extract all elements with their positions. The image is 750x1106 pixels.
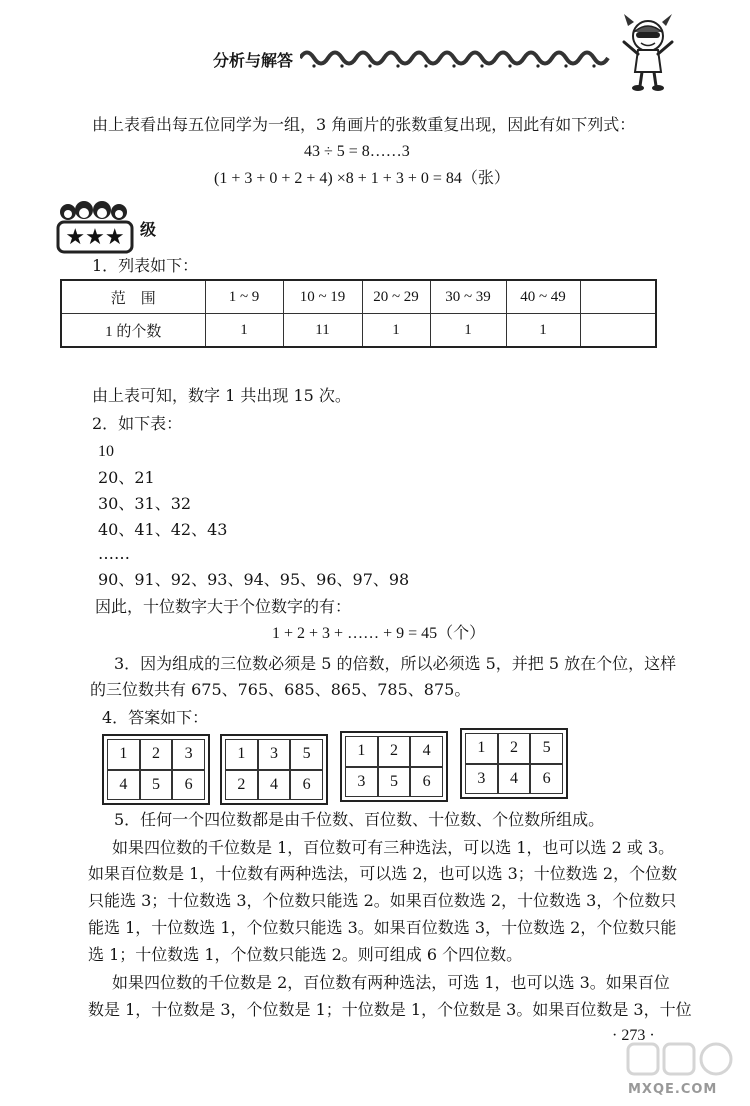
q5-line: 只能选 3；十位数选 3，个位数只能选 2。如果百位数选 2，十位数选 3，个位数只 <box>88 891 677 910</box>
watermark-text: MXQE.COM <box>628 1082 718 1097</box>
table-row <box>61 314 656 348</box>
q2-line: 90、91、92、93、94、95、96、97、98 <box>98 570 410 589</box>
grid-cell: 3 <box>258 739 291 770</box>
three-star-level-badge <box>56 200 136 254</box>
table-header-cell <box>580 280 656 314</box>
q5-line: 数是 1，十位数是 3，个位数是 1；十位数是 1，个位数是 3。如果百位数是 3，十位 <box>88 1000 692 1019</box>
grid-cell: 2 <box>498 733 531 764</box>
grid-cell: 5 <box>530 733 563 764</box>
grid-cell: 1 <box>465 733 498 764</box>
table-cell: 1 <box>506 314 580 348</box>
grid-cell: 6 <box>530 764 563 795</box>
formula-division: 43 ÷ 5 = 8……3 <box>304 143 410 160</box>
table-header-cell: 10 ~ 19 <box>283 280 362 314</box>
q1-heading: 1．列表如下： <box>92 256 199 275</box>
answer-grid-2 <box>220 734 328 805</box>
q5-line: 5．任何一个四位数都是由千位数、百位数、十位数、个位数所组成。 <box>114 810 605 829</box>
section-title: 分析与解答 <box>213 51 294 70</box>
level-label: 级 <box>140 220 157 239</box>
grid-cell: 4 <box>107 770 140 801</box>
table-header-cell: 1 ~ 9 <box>205 280 283 314</box>
q2-heading: 2．如下表： <box>92 414 183 433</box>
q5-line: 选 1；十位数选 1，个位数只能选 2。则可组成 6 个四位数。 <box>88 945 523 964</box>
q3-line: 的三位数共有 675、765、685、865、785、875。 <box>90 680 471 699</box>
grid-cell: 4 <box>498 764 531 795</box>
table-cell: 1 <box>362 314 430 348</box>
grid-cell: 5 <box>140 770 173 801</box>
grid-cell: 2 <box>140 739 173 770</box>
cartoon-mascot-icon <box>618 12 678 92</box>
grid-cell: 4 <box>258 770 291 801</box>
table-cell: 1 的个数 <box>61 314 205 348</box>
q4-heading: 4．答案如下： <box>102 708 209 727</box>
q5-line: 能选 1，十位数选 1，个位数只能选 3。如果百位数选 3，十位数选 2，个位数只能 <box>88 918 677 937</box>
q5-line: 如果四位数的千位数是 2，百位数有两种选法，可选 1，也可以选 3。如果百位 <box>112 973 670 992</box>
table-header-cell: 范 围 <box>61 280 205 314</box>
grid-cell: 6 <box>172 770 205 801</box>
answer-grid-4 <box>460 728 568 799</box>
formula-total: (1 + 3 + 0 + 2 + 4) ×8 + 1 + 3 + 0 = 84（张） <box>214 170 510 187</box>
grid-cell: 3 <box>172 739 205 770</box>
q2-line: 10 <box>98 443 114 460</box>
grid-cell: 3 <box>345 767 378 798</box>
table-cell <box>580 314 656 348</box>
watermark-logo-icon <box>626 1038 736 1082</box>
level-stars: ★★★ <box>65 225 125 250</box>
table-cell: 11 <box>283 314 362 348</box>
grid-cell: 2 <box>378 736 411 767</box>
q3-line: 3．因为组成的三位数必须是 5 的倍数，所以必须选 5，并把 5 放在个位，这样 <box>114 654 677 673</box>
table-cell: 1 <box>205 314 283 348</box>
table-header-cell: 30 ~ 39 <box>430 280 506 314</box>
answer-grid-1 <box>102 734 210 805</box>
table-header-cell: 20 ~ 29 <box>362 280 430 314</box>
q1-conclusion: 由上表可知，数字 1 共出现 15 次。 <box>92 386 351 405</box>
grid-cell: 1 <box>225 739 258 770</box>
q2-line: 40、41、42、43 <box>98 520 228 539</box>
table-header-cell: 40 ~ 49 <box>506 280 580 314</box>
grid-cell: 2 <box>225 770 258 801</box>
q2-formula: 1 + 2 + 3 + …… + 9 = 45（个） <box>272 625 486 642</box>
q2-line: 30、31、32 <box>98 494 192 513</box>
grid-cell: 6 <box>290 770 323 801</box>
page-number: · 273 · <box>612 1027 655 1044</box>
table-cell: 1 <box>430 314 506 348</box>
q2-line: …… <box>98 544 130 563</box>
grid-cell: 5 <box>378 767 411 798</box>
q2-line: 20、21 <box>98 468 155 487</box>
answer-grid-3 <box>340 731 448 802</box>
digit-one-count-table <box>60 279 657 348</box>
table-row <box>61 280 656 314</box>
wavy-divider-decoration <box>300 47 610 69</box>
grid-cell: 1 <box>345 736 378 767</box>
q5-line: 如果四位数的千位数是 1，百位数可有三种选法，可以选 1，也可以选 2 或 3。 <box>112 838 675 857</box>
grid-cell: 4 <box>410 736 443 767</box>
intro-paragraph: 由上表看出每五位同学为一组，3 角画片的张数重复出现，因此有如下列式： <box>92 115 636 134</box>
grid-cell: 5 <box>290 739 323 770</box>
q5-line: 如果百位数是 1，十位数有两种选法，可以选 2，也可以选 3；十位数选 2，个位数 <box>88 864 678 883</box>
grid-cell: 1 <box>107 739 140 770</box>
grid-cell: 6 <box>410 767 443 798</box>
grid-cell: 3 <box>465 764 498 795</box>
q2-therefore: 因此，十位数字大于个位数字的有： <box>95 597 352 616</box>
